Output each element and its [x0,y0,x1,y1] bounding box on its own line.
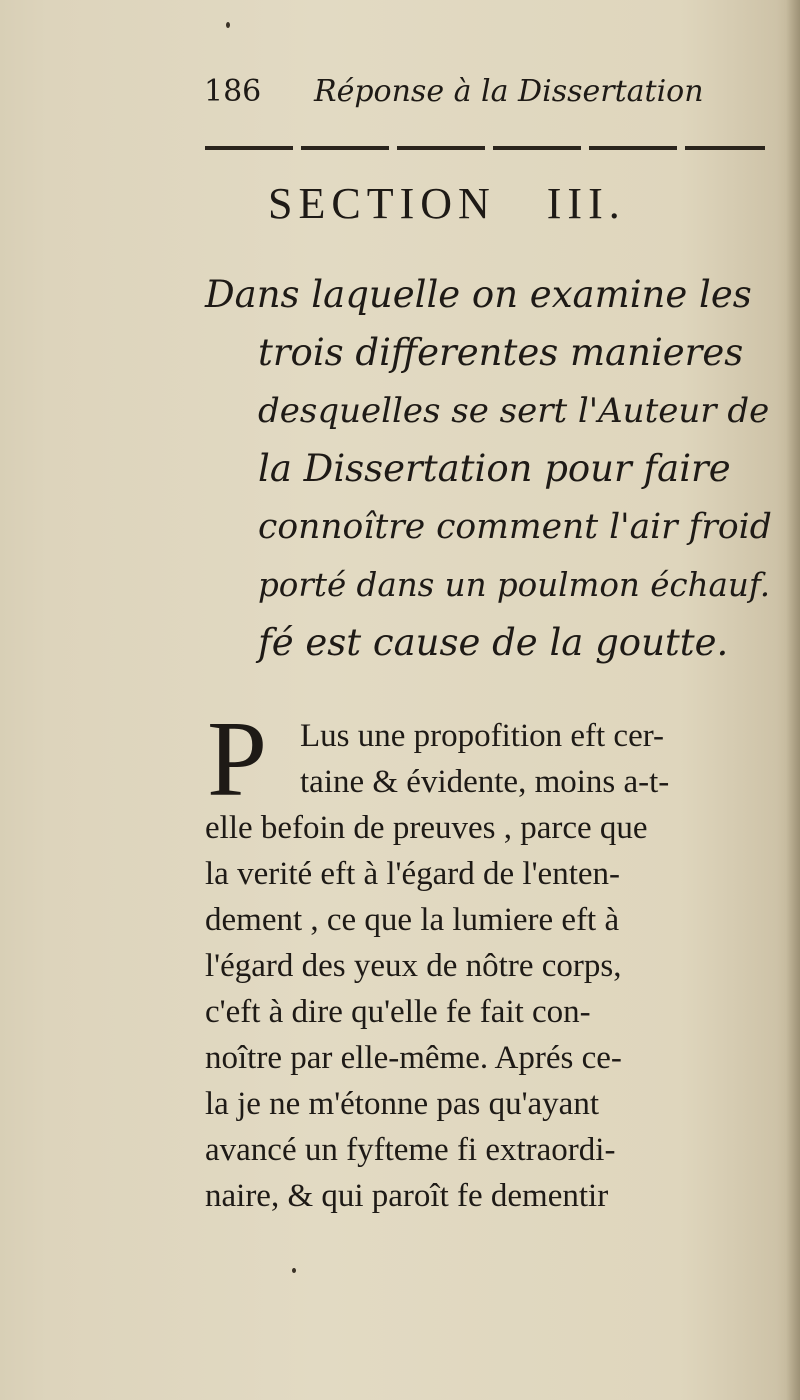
body-line: avancé un fyfteme fi extraordi- [205,1132,616,1168]
subtitle-line: la Dissertation pour faire [258,447,731,490]
subtitle-line: porté dans un poulmon échauf. [258,566,771,604]
subtitle-line: desquelles se sert l'Auteur de [258,391,770,431]
running-head: Réponse à la Dissertation [314,74,704,109]
body-line: naire, & qui paroît fe dementir [205,1178,609,1214]
body-line: noître par elle-même. Aprés ce- [205,1040,622,1076]
body-line: elle befoin de preuves , parce que [205,810,648,846]
body-line: c'eft à dire qu'elle fe fait con- [205,994,591,1030]
body-line: la je ne m'étonne pas qu'ayant [205,1086,600,1122]
body-line: l'égard des yeux de nôtre corps, [205,948,622,984]
section-title: SECTION III. [268,179,626,228]
body-line: dement , ce que la lumiere eft à [205,902,620,938]
ink-speck [292,1268,296,1273]
ink-speck [226,22,230,28]
subtitle-line: Dans laquelle on examine les [205,273,752,316]
subtitle-line: fé est cause de la goutte. [258,621,729,664]
body-line: la verité eft à l'égard de l'enten- [205,856,620,892]
subtitle-line: connoître comment l'air froid [258,507,772,547]
subtitle-line: trois differentes manieres [258,331,744,374]
drop-cap: P [207,700,268,819]
page-number: 186 [204,74,262,109]
body-line: taine & évidente, moins a-t- [300,764,670,800]
body-line: Lus une propofition eft cer- [300,718,665,754]
